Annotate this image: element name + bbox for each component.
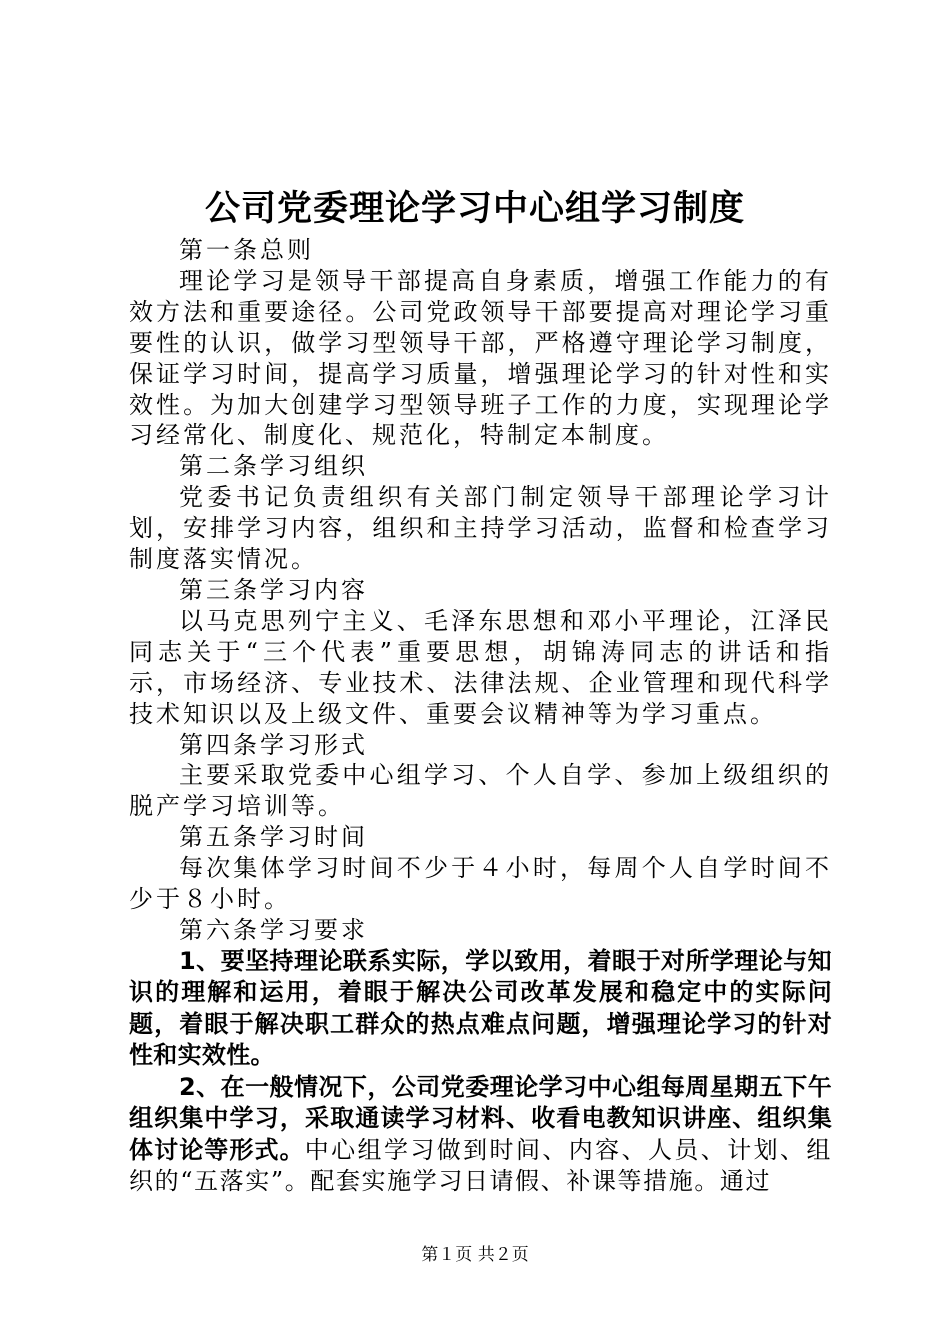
paragraph: 党委书记负责组织有关部门制定领导干部理论学习计划，安排学习内容，组织和主持学习活动，监督和检查学习制度落实情况。 — [129, 483, 832, 574]
paragraph: 理论学习是领导干部提高自身素质，增强工作能力的有效方法和重要途径。公司党政领导干部要提高对理论学习重要性的认识，做学习型领导干部，严格遵守理论学习制度，保证学习时间，提高学习质量，增强理论学习的针对性和实效性。为加大创建学习型领导班子工作的力度，实现理论学习经常化、制度化、规范化，特制定本制度。 — [129, 266, 832, 450]
article-heading: 第四条学习形式 — [179, 730, 368, 759]
paragraph: 每次集体学习时间不少于４小时，每周个人自学时间不少于８小时。 — [129, 854, 832, 914]
page-number-footer: 第１页 共２页 — [421, 1245, 529, 1265]
document-body — [129, 235, 832, 1198]
article-heading: 第五条学习时间 — [179, 823, 368, 852]
requirement-item-2 — [129, 1072, 832, 1198]
article-heading: 第二条学习组织 — [179, 452, 368, 481]
requirement-item-2-continued: 中心组学习做到时间、内容、人员、计划、组织的“五落实”。配套实施学习日请假、补课等措施。通过 — [129, 1135, 832, 1196]
paragraph: 主要采取党委中心组学习、个人自学、参加上级组织的脱产学习培训等。 — [129, 761, 832, 821]
article-heading: 第六条学习要求 — [179, 915, 368, 944]
requirement-item-1: 1、要坚持理论联系实际，学以致用，着眼于对所学理论与知识的理解和运用，着眼于解决公司改革发展和稳定中的实际问题，着眼于解决职工群众的热点难点问题，增强理论学习的针对性和实效性。 — [129, 946, 832, 1070]
paragraph: 以马克思列宁主义、毛泽东思想和邓小平理论，江泽民同志关于“三个代表”重要思想，胡锦涛同志的讲话和指示，市场经济、专业技术、法律法规、企业管理和现代科学技术知识以及上级文件、重要会议精神等为学习重点。 — [129, 606, 832, 728]
document-title: 公司党委理论学习中心组学习制度 — [204, 189, 745, 229]
article-heading: 第三条学习内容 — [179, 575, 368, 604]
requirement-item-2-bold: 2、在一般情况下，公司党委理论学习中心组每周星期五下午组织集中学习，采取通读学习材料、收看电教知识讲座、组织集体讨论等形式。 — [129, 1072, 832, 1164]
article-heading: 第一条总则 — [179, 236, 314, 264]
